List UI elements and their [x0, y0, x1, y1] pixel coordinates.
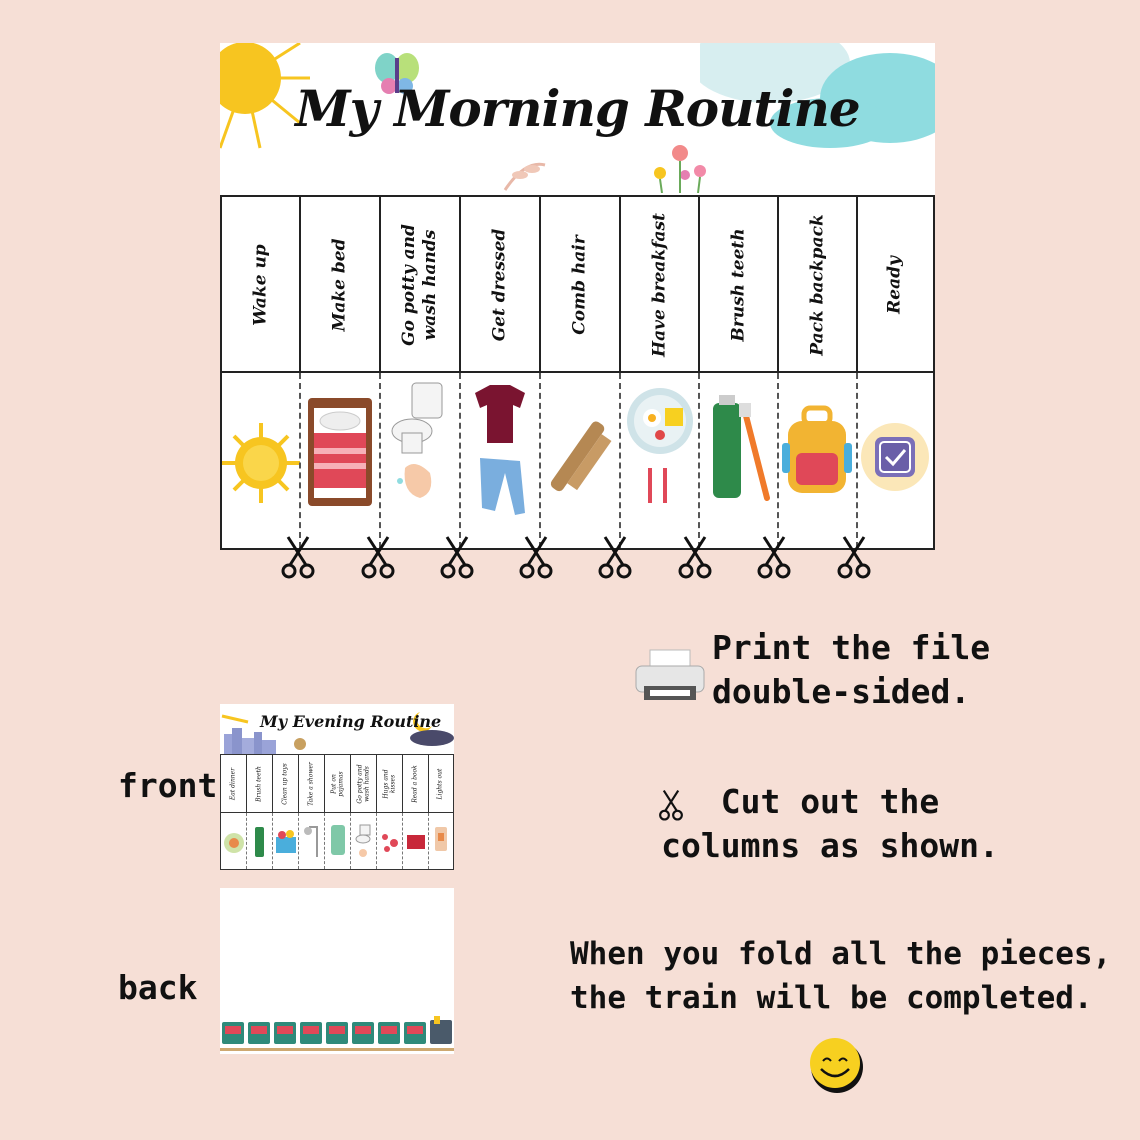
scissors-icon — [836, 535, 872, 579]
evening-step-column — [403, 755, 429, 869]
hearts-icon — [377, 813, 403, 869]
cut-instruction: Cut out the columns as shown. — [661, 782, 999, 865]
scissors-icon — [518, 535, 554, 579]
step-column-wake-up[interactable] — [222, 197, 300, 548]
evening-step-column — [377, 755, 403, 869]
toothbrush-icon — [247, 813, 273, 869]
evening-step-label: Lights out — [436, 768, 444, 800]
train-icon — [220, 1016, 454, 1056]
flowers-decoration-icon — [640, 143, 720, 193]
evening-step-label: Hugs and kisses — [381, 769, 396, 799]
morning-title: My Morning Routine — [295, 79, 860, 138]
step-label: Ready — [884, 256, 905, 314]
toilet-icon — [380, 373, 460, 548]
scissors-icon — [280, 535, 316, 579]
evening-step-column — [273, 755, 299, 869]
toy-box-icon — [273, 813, 299, 869]
evening-step-label: Eat dinner — [229, 767, 237, 801]
leaf-decoration-icon — [500, 155, 550, 195]
step-label: Wake up — [250, 244, 271, 326]
print-instruction: Print the file double-sided. — [712, 628, 991, 711]
morning-header — [220, 43, 935, 195]
fold-instruction: When you fold all the pieces, the train will be completed. — [570, 936, 1112, 1016]
evening-step-label: Brush teeth — [255, 766, 263, 802]
scissors-icon — [756, 535, 792, 579]
bed-icon — [300, 373, 380, 548]
comb-icon — [540, 373, 620, 548]
toothbrush-icon — [699, 373, 778, 548]
pajamas-icon — [325, 813, 351, 869]
step-label: Get dressed — [489, 228, 510, 342]
evening-routine-card — [220, 704, 454, 870]
step-label: Make bed — [329, 238, 350, 332]
evening-step-label: Read a book — [411, 765, 419, 803]
evening-title: My Evening Routine — [260, 712, 442, 731]
checkbox-icon — [857, 373, 933, 548]
morning-steps-table — [220, 195, 935, 550]
evening-step-label: Put on pajamas — [329, 771, 344, 797]
evening-step-column — [299, 755, 325, 869]
breakfast-plate-icon — [620, 373, 699, 548]
evening-step-label: Go potty and wash hands — [355, 764, 370, 804]
step-column-get-dressed[interactable] — [460, 197, 540, 548]
evening-step-column — [221, 755, 247, 869]
step-column-pack-backpack[interactable] — [778, 197, 857, 548]
evening-step-column — [429, 755, 453, 869]
toilet-icon — [351, 813, 377, 869]
book-icon — [403, 813, 429, 869]
scissors-icon — [439, 535, 475, 579]
back-label: back — [118, 968, 198, 1007]
dinner-plate-icon — [221, 813, 247, 869]
evening-steps-table — [220, 754, 454, 870]
step-label: Have breakfast — [648, 213, 669, 357]
step-label: Comb hair — [569, 235, 590, 335]
evening-step-label: Clean up toys — [281, 763, 289, 805]
smiley-icon — [806, 1036, 868, 1094]
shower-icon — [299, 813, 325, 869]
step-label: Go potty and wash hands — [398, 224, 440, 346]
step-label: Brush teeth — [727, 228, 748, 342]
light-switch-icon — [429, 813, 453, 869]
step-label: Pack backpack — [806, 214, 827, 356]
evening-step-label: Take a shower — [307, 762, 315, 806]
scissors-icon — [597, 535, 633, 579]
front-label: front — [118, 766, 218, 805]
evening-step-column — [351, 755, 377, 869]
step-column-ready[interactable] — [857, 197, 933, 548]
morning-routine-card — [220, 43, 935, 550]
back-side-card — [220, 888, 454, 1054]
sun-icon — [222, 373, 300, 548]
step-column-breakfast[interactable] — [620, 197, 699, 548]
scissors-icon — [677, 535, 713, 579]
evening-step-column — [325, 755, 351, 869]
evening-step-column — [247, 755, 273, 869]
step-column-comb-hair[interactable] — [540, 197, 620, 548]
printer-icon — [634, 648, 706, 704]
step-column-potty[interactable] — [380, 197, 460, 548]
step-column-brush-teeth[interactable] — [699, 197, 778, 548]
scissors-icon — [360, 535, 396, 579]
clothes-icon — [460, 373, 540, 548]
backpack-icon — [778, 373, 857, 548]
step-column-make-bed[interactable] — [300, 197, 380, 548]
